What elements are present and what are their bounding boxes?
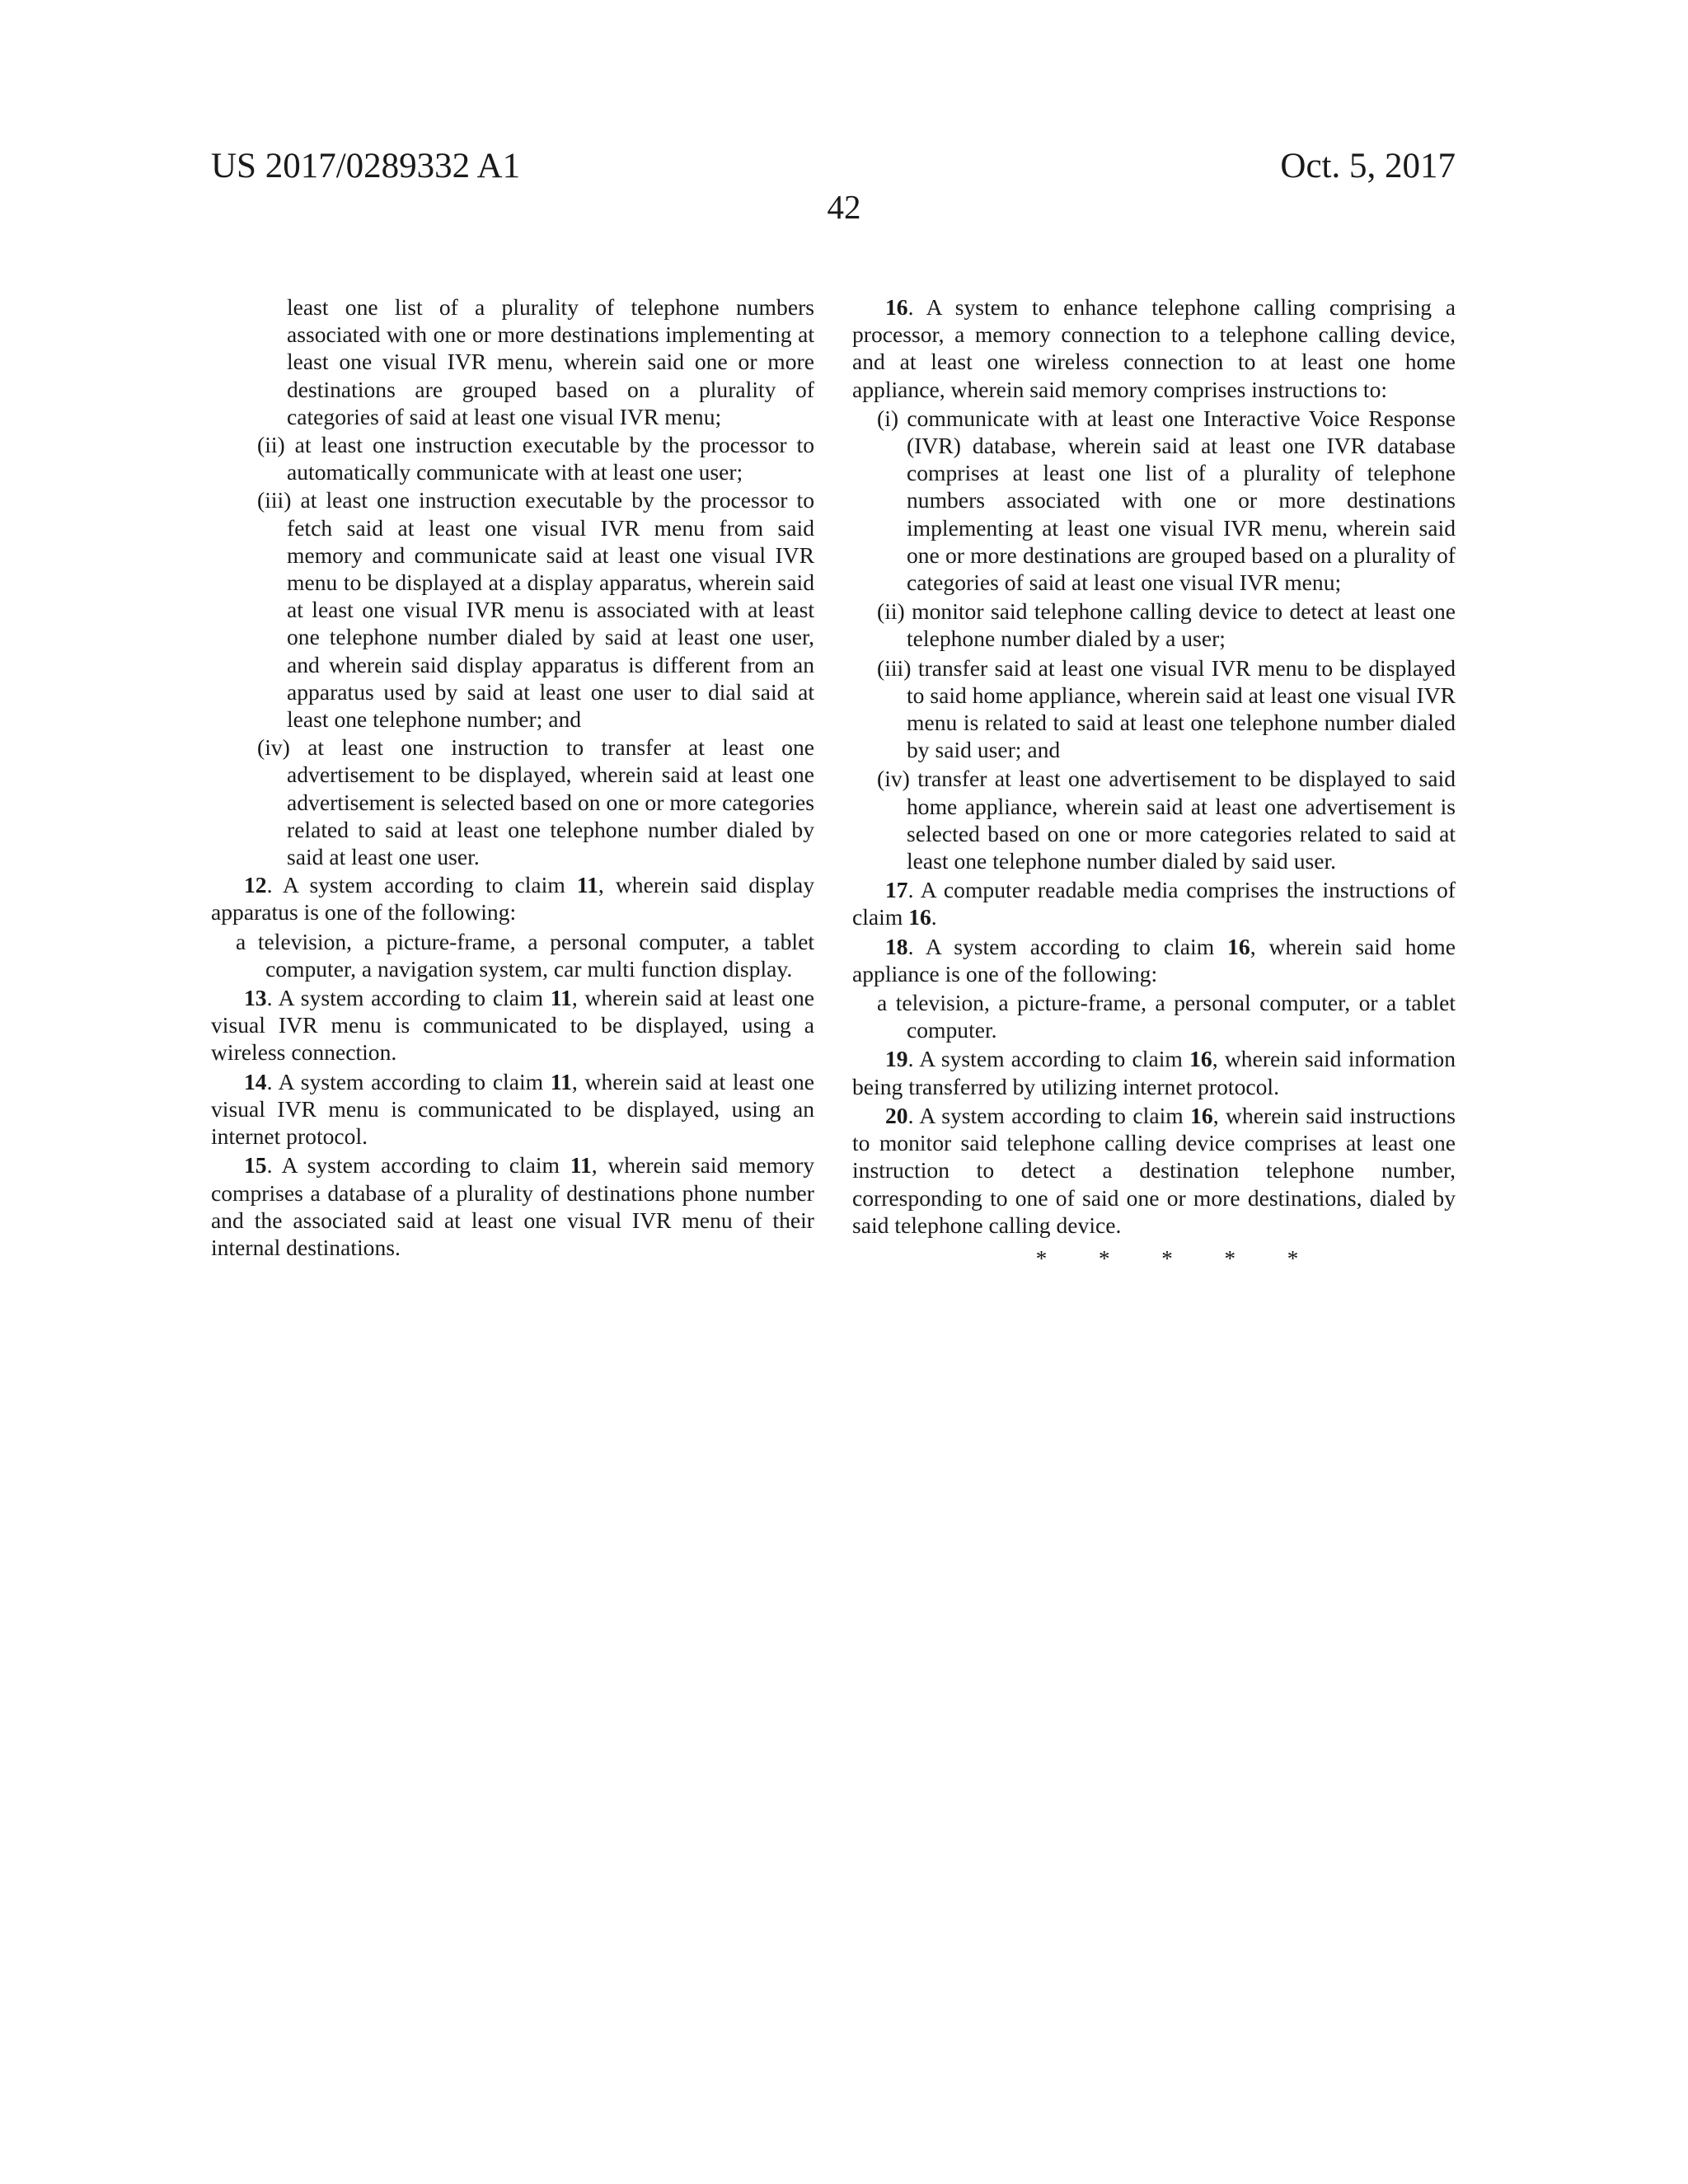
claim-16-item-ii: (ii) monitor said telephone calling device to detect at least one telephone number dialed by a user; — [877, 598, 1456, 652]
claim-text: , wherein said instructions to monitor said telephone calling device comprises at least one instruction to detect a destination telephone number, corresponding to one of said one or more destinations, dialed by said telephone calling device. — [852, 1102, 1456, 1238]
claim-text: . A system according to claim — [907, 1046, 1190, 1072]
claim-number: 15 — [244, 1152, 267, 1179]
claim-number: 17 — [885, 877, 908, 903]
claim-text: . A system according to claim — [907, 933, 1228, 959]
claim-text: , wherein said home appliance is one of the following: — [852, 933, 1456, 987]
claim-number: 12 — [244, 872, 267, 898]
end-of-document-marker: * * * * * — [1035, 1245, 1322, 1271]
claim-16-item-iii: (iii) transfer said at least one visual IVR menu to be displayed to said home appliance, wherein said at least one visual IVR menu is related to said at least one telephone number dialed by said user; and — [877, 654, 1456, 763]
claim-number: 14 — [244, 1068, 267, 1094]
claim-20 — [852, 1102, 1456, 1239]
claim-number: 20 — [885, 1102, 908, 1128]
claim-reference: 16 — [1190, 1102, 1213, 1128]
claim-text: , wherein said display apparatus is one of the following: — [211, 872, 814, 926]
claim-17 — [852, 876, 1456, 930]
claim-reference: 11 — [550, 1068, 572, 1094]
page-number: 42 — [827, 188, 861, 226]
claim-19 — [852, 1045, 1456, 1099]
publication-date: Oct. 5, 2017 — [1280, 147, 1456, 185]
claim-reference: 16 — [1189, 1046, 1212, 1072]
claim-text: , wherein said memory comprises a database of a plurality of destinations phone number and the associated said at least one visual IVR menu of their internal destinations. — [211, 1152, 814, 1260]
claim-number: 13 — [244, 985, 267, 1011]
claim-16-item-i: (i) communicate with at least one Interactive Voice Response (IVR) database, wherein said at least one IVR database comprises at least one list of a plurality of telephone numbers associated with one or more destinations implementing at least one visual IVR menu, wherein said one or more destinations are grouped based on a plurality of categories of said at least one visual IVR menu; — [877, 405, 1456, 596]
claim-11-item-iii: (iii) at least one instruction executable by the processor to fetch said at least one visual IVR menu from said memory and communicate said at least one visual IVR menu to be displayed at a display apparatus, wherein said at least one visual IVR menu is associated with at least one telephone number dialed by said at least one user, and wherein said display apparatus is different from an apparatus used by said at least one user to dial said at least one telephone number; and — [257, 487, 814, 733]
claim-12-list: a television, a picture-frame, a personal computer, a tablet computer, a navigation system, car multi function display. — [236, 928, 814, 982]
claim-reference: 16 — [1227, 933, 1250, 959]
claim-text: . A system according to claim — [266, 872, 577, 898]
claim-number: 18 — [885, 933, 908, 959]
claim-reference: 16 — [908, 904, 931, 930]
claim-text: , wherein said at least one visual IVR menu is communicated to be displayed, using an internet protocol. — [211, 1068, 814, 1150]
claim-text: . — [931, 904, 937, 930]
claim-text: . A system according to claim — [266, 1152, 570, 1179]
claim-18 — [852, 933, 1456, 987]
claim-18-list: a television, a picture-frame, a personal computer, or a tablet computer. — [877, 990, 1456, 1043]
left-column — [211, 293, 814, 1263]
claim-16 — [852, 293, 1456, 403]
claim-text: . A system according to claim — [907, 1102, 1191, 1128]
claim-text: , wherein said at least one visual IVR menu is communicated to be displayed, using a wireless connection. — [211, 985, 814, 1066]
claim-reference: 11 — [550, 985, 572, 1011]
right-column — [852, 293, 1456, 1272]
claim-number: 19 — [885, 1046, 908, 1072]
claim-14 — [211, 1068, 814, 1151]
claim-reference: 11 — [570, 1152, 592, 1179]
claim-15 — [211, 1151, 814, 1261]
publication-number: US 2017/0289332 A1 — [211, 147, 521, 185]
claim-text: . A system according to claim — [266, 985, 551, 1011]
claim-reference: 11 — [576, 872, 598, 898]
claim-16-item-iv: (iv) transfer at least one advertisement to be displayed to said home appliance, wherein said at least one advertisement is selected based on one or more categories related to said at least one telephone number dialed by said user. — [877, 766, 1456, 874]
claim-text: . A computer readable media comprises the instructions of claim — [852, 877, 1456, 930]
claim-13 — [211, 984, 814, 1066]
claim-number: 16 — [885, 294, 908, 320]
claim-11-item-ii: (ii) at least one instruction executable by the processor to automatically communicate with at least one user; — [257, 432, 814, 485]
claim-12 — [211, 871, 814, 926]
claim-text: , wherein said information being transferred by utilizing internet protocol. — [852, 1046, 1456, 1099]
claim-11-item-i-continuation: least one list of a plurality of telephone numbers associated with one or more destinations implementing at least one visual IVR menu, wherein said one or more destinations are grouped based on a plurality of categories of said at least one visual IVR menu; — [287, 294, 814, 429]
claim-text: . A system according to claim — [266, 1068, 551, 1094]
claim-text: . A system to enhance telephone calling comprising a processor, a memory connection to a telephone calling device, and at least one wireless connection to at least one home appliance, wherein said memory comprises instructions to: — [852, 294, 1456, 402]
claim-11-item-iv: (iv) at least one instruction to transfer at least one advertisement to be displayed, wherein said at least one advertisement is selected based on one or more categories related to said at least one telephone number dialed by said at least one user. — [257, 734, 814, 870]
